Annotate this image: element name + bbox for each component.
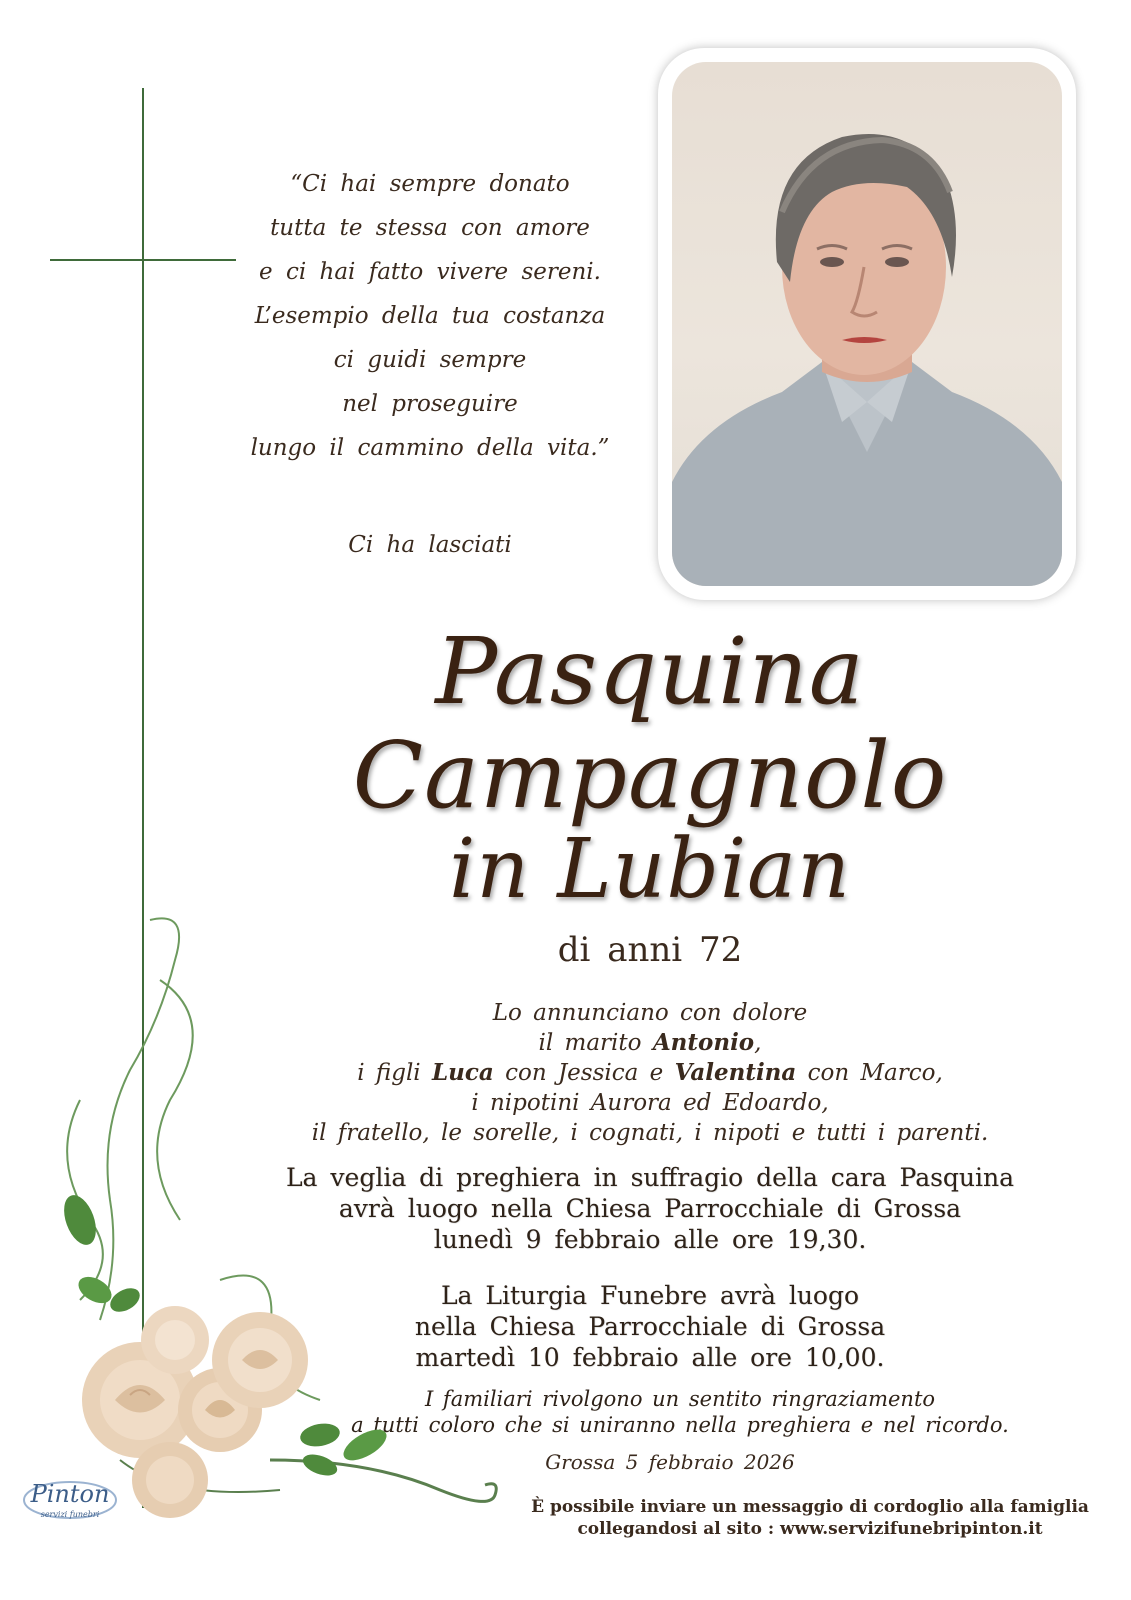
cross-horizontal-line: [50, 259, 236, 261]
vigil-line: La veglia di preghiera in suffragio della cara Pasquina: [285, 1163, 1015, 1192]
family-name-bold: Valentina: [674, 1059, 797, 1086]
poem-line: ci guidi sempre: [333, 347, 527, 373]
family-text: i figli: [357, 1060, 432, 1086]
family-name-bold: Antonio: [652, 1029, 755, 1056]
deceased-first-name: Pasquina: [435, 618, 865, 725]
family-line: il fratello, le sorelle, i cognati, i nipoti e tutti i parenti.: [311, 1120, 989, 1146]
contact-line: collegandosi al sito : www.servizifunebripinton.it: [577, 1519, 1043, 1539]
funeral-line: martedì 10 febbraio alle ore 10,00.: [415, 1343, 885, 1372]
thanks-line: a tutti coloro che si uniranno nella preghiera e nel ricordo.: [351, 1413, 1009, 1437]
vigil-line: avrà luogo nella Chiesa Parrocchiale di Grossa: [338, 1194, 962, 1223]
family-text: con Marco,: [796, 1060, 943, 1086]
family-text: con Jessica e: [493, 1060, 675, 1086]
condolence-contact: [500, 1496, 1120, 1540]
intro-text: Ci ha lasciati: [348, 532, 512, 558]
portrait-photo: [672, 62, 1062, 586]
deceased-last-name: Campagnolo: [352, 722, 948, 829]
funeral-line: La Liturgia Funebre avrà luogo: [440, 1281, 860, 1310]
vigil-line: lunedì 9 febbraio alle ore 19,30.: [433, 1225, 867, 1254]
family-line: i nipotini Aurora ed Edoardo,: [471, 1090, 829, 1116]
poem-line: L’esempio della tua costanza: [254, 303, 606, 329]
deceased-age: di anni 72: [557, 930, 743, 970]
funeral-line: nella Chiesa Parrocchiale di Grossa: [414, 1312, 886, 1341]
logo-subtitle: servizi funebri: [40, 1510, 100, 1519]
poem-line: tutta te stessa con amore: [270, 215, 590, 241]
place-date: Grossa 5 febbraio 2026: [545, 1450, 795, 1474]
family-line: Lo annunciano con dolore: [492, 1000, 808, 1026]
contact-line: È possibile inviare un messaggio di cordoglio alla famiglia: [531, 1497, 1089, 1517]
memorial-poem: [210, 162, 650, 470]
thanks-line: I familiari rivolgono un sentito ringraziamento: [424, 1387, 936, 1411]
family-name-bold: Luca: [431, 1059, 494, 1086]
roses-decoration: [20, 900, 520, 1540]
family-text: il marito: [538, 1030, 653, 1056]
poem-line: lungo il cammino della vita.”: [250, 435, 610, 461]
poem-line: e ci hai fatto vivere sereni.: [259, 259, 601, 285]
poem-line: nel proseguire: [342, 391, 518, 417]
poem-line: “Ci hai sempre donato: [290, 171, 570, 197]
logo-name: Pinton: [30, 1480, 110, 1508]
deceased-married-name: in Lubian: [449, 822, 851, 917]
family-text: ,: [754, 1030, 762, 1056]
